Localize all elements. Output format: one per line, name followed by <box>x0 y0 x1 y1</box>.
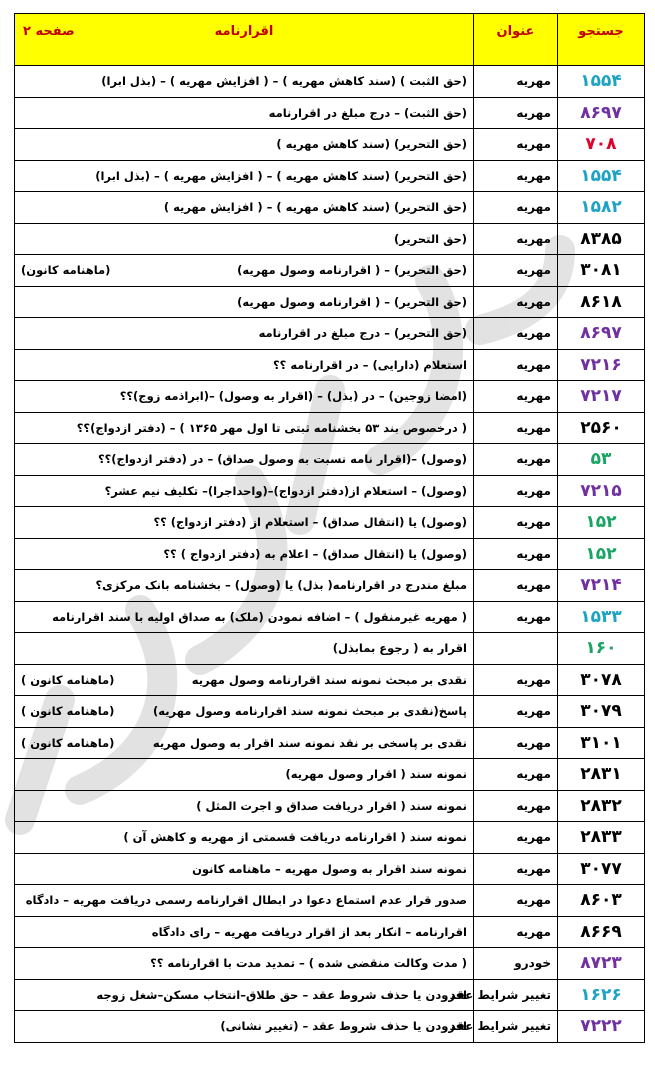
table-row <box>15 286 645 318</box>
row-number[interactable]: ۲۵۶۰ <box>558 412 645 444</box>
row-title: مهریه <box>474 160 558 192</box>
row-title: مهریه <box>474 853 558 885</box>
row-number[interactable]: ۸۷۲۳ <box>558 948 645 980</box>
row-description <box>15 696 474 728</box>
row-title: مهریه <box>474 129 558 161</box>
row-description <box>15 1011 474 1043</box>
row-description-text: (حق التحریر) – ( اقرارنامه وصول مهریه) <box>237 294 467 309</box>
row-number[interactable]: ۱۵۲ <box>558 538 645 570</box>
document-sheet <box>14 13 644 1043</box>
row-title: مهریه <box>474 381 558 413</box>
table-row <box>15 538 645 570</box>
table-row <box>15 475 645 507</box>
row-number[interactable]: ۷۲۱۷ <box>558 381 645 413</box>
row-description-text: اقرارنامه – انکار بعد از اقرار دریافت مهریه – رای دادگاه <box>151 924 467 939</box>
table-row <box>15 696 645 728</box>
table-row <box>15 255 645 287</box>
row-description <box>15 318 474 350</box>
row-title: مهریه <box>474 412 558 444</box>
row-description <box>15 412 474 444</box>
row-description-text: (حق الثبت ) (سند کاهش مهریه ) – ( افزایش مهریه ) – (بذل ابرا) <box>101 74 467 89</box>
row-number[interactable]: ۷۰۸ <box>558 129 645 161</box>
row-number[interactable]: ۱۵۳۳ <box>558 601 645 633</box>
row-source-note: (ماهنامه کانون ) <box>21 672 115 687</box>
row-description-text: نقدی بر پاسخی بر نقد نمونه سند اقرار به وصول مهریه <box>152 735 467 750</box>
table-row <box>15 601 645 633</box>
table-row <box>15 223 645 255</box>
row-number[interactable]: ۵۳ <box>558 444 645 476</box>
table-row <box>15 412 645 444</box>
row-description-text: نمونه سند اقرار به وصول مهریه – ماهنامه کانون <box>192 861 467 876</box>
header-document <box>15 14 474 66</box>
row-title: مهریه <box>474 318 558 350</box>
table-row <box>15 192 645 224</box>
table-row <box>15 507 645 539</box>
table-row <box>15 1011 645 1043</box>
table-row <box>15 129 645 161</box>
row-description-text: (حق التحریر) – درج مبلغ در اقرارنامه <box>258 326 467 341</box>
row-description <box>15 948 474 980</box>
row-title: مهریه <box>474 286 558 318</box>
row-number[interactable]: ۱۶۲۶ <box>558 979 645 1011</box>
table-row <box>15 853 645 885</box>
row-title: تغییر شرایط عقد <box>474 1011 558 1043</box>
row-description <box>15 727 474 759</box>
row-number[interactable]: ۸۶۹۷ <box>558 97 645 129</box>
row-description <box>15 822 474 854</box>
row-number[interactable]: ۱۵۸۲ <box>558 192 645 224</box>
row-number[interactable]: ۸۶۰۳ <box>558 885 645 917</box>
row-source-note: (ماهنامه کانون) <box>21 263 111 278</box>
row-description <box>15 223 474 255</box>
table-row <box>15 979 645 1011</box>
row-title: مهریه <box>474 538 558 570</box>
table-row <box>15 381 645 413</box>
row-number[interactable]: ۳۰۸۱ <box>558 255 645 287</box>
row-description-text: ( مهریه غیرمنقول ) – اضافه نمودن (ملک) به صداق اولیه با سند اقرارنامه <box>52 609 467 624</box>
row-description <box>15 790 474 822</box>
row-description-text: (حق التحریر) – ( اقرارنامه وصول مهریه) <box>237 263 467 278</box>
row-description-text: (حق التحریر) (سند کاهش مهریه ) <box>276 137 467 152</box>
row-title: خودرو <box>474 948 558 980</box>
row-description-text: افزودن یا حذف شروط عقد – حق طلاق–انتخاب مسکن–شغل زوجه <box>96 987 467 1002</box>
table-row <box>15 160 645 192</box>
row-number[interactable]: ۱۵۲ <box>558 507 645 539</box>
row-number[interactable]: ۷۲۱۴ <box>558 570 645 602</box>
row-title: مهریه <box>474 475 558 507</box>
table-row <box>15 318 645 350</box>
row-description <box>15 192 474 224</box>
table-row <box>15 727 645 759</box>
row-title: مهریه <box>474 696 558 728</box>
row-description <box>15 286 474 318</box>
row-title: مهریه <box>474 349 558 381</box>
row-description-text: نقدی بر مبحث نمونه سند اقرارنامه وصول مهریه <box>191 672 467 687</box>
row-number[interactable]: ۲۸۳۱ <box>558 759 645 791</box>
row-description <box>15 570 474 602</box>
row-title: مهریه <box>474 916 558 948</box>
row-description-text: افزودن یا حذف شروط عقد – (تغییر نشانی) <box>220 1019 467 1034</box>
header-row <box>15 14 645 66</box>
page-number: صفحه ۲ <box>23 24 75 39</box>
row-source-note: (ماهنامه کانون ) <box>21 735 115 750</box>
row-description <box>15 97 474 129</box>
row-number[interactable]: ۸۶۶۹ <box>558 916 645 948</box>
header-search: جستجو <box>558 14 645 66</box>
row-description-text: نمونه سند ( اقرارنامه دریافت قسمتی از مهریه و کاهش آن ) <box>123 830 467 845</box>
row-title: مهریه <box>474 255 558 287</box>
row-title: مهریه <box>474 885 558 917</box>
table-row <box>15 349 645 381</box>
row-description-text: (وصول) –(اقرار نامه نسبت به وصول صداق) – در (دفتر ازدواج)؟؟ <box>97 452 467 467</box>
row-title <box>474 633 558 665</box>
row-description <box>15 381 474 413</box>
row-title: مهریه <box>474 97 558 129</box>
table-row <box>15 759 645 791</box>
row-description-text: (حق التحریر) <box>393 231 467 246</box>
row-description <box>15 853 474 885</box>
row-number[interactable]: ۸۶۹۷ <box>558 318 645 350</box>
table-row <box>15 948 645 980</box>
row-description-text: مبلغ مندرج در اقرارنامه( بذل) یا (وصول) – بخشنامه بانک مرکزی؟ <box>95 578 467 593</box>
row-number[interactable]: ۷۲۱۶ <box>558 349 645 381</box>
row-description-text: ( درخصوص بند ۵۳ بخشنامه ثبتی تا اول مهر ۱۳۶۵ ) – (دفتر ازدواج)؟؟ <box>76 420 467 435</box>
row-description <box>15 160 474 192</box>
row-description <box>15 349 474 381</box>
table-row <box>15 664 645 696</box>
header-document-label: اقرارنامه <box>214 24 274 39</box>
row-description <box>15 601 474 633</box>
table-row <box>15 444 645 476</box>
row-description-text: نمونه سند ( اقرار دریافت صداق و اجرت المثل ) <box>196 798 467 813</box>
row-description-text: پاسخ(نقدی بر مبحث نمونه سند اقرارنامه وصول مهریه) <box>153 704 467 719</box>
row-title: مهریه <box>474 507 558 539</box>
row-number[interactable]: ۷۲۱۵ <box>558 475 645 507</box>
table-row <box>15 885 645 917</box>
header-title: عنوان <box>474 14 558 66</box>
row-description <box>15 66 474 98</box>
row-title: مهریه <box>474 727 558 759</box>
table-row <box>15 66 645 98</box>
row-number[interactable]: ۲۸۳۳ <box>558 822 645 854</box>
table-row <box>15 916 645 948</box>
row-description <box>15 507 474 539</box>
row-number[interactable]: ۱۵۵۴ <box>558 66 645 98</box>
row-title: مهریه <box>474 223 558 255</box>
row-description <box>15 538 474 570</box>
row-description <box>15 444 474 476</box>
row-description <box>15 979 474 1011</box>
row-number[interactable]: ۸۶۱۸ <box>558 286 645 318</box>
table-row <box>15 633 645 665</box>
row-title: مهریه <box>474 790 558 822</box>
row-number[interactable]: ۳۰۷۸ <box>558 664 645 696</box>
row-title: مهریه <box>474 66 558 98</box>
row-description-text: (وصول) یا (انتقال صداق) – اعلام به (دفتر ازدواج ) ؟؟ <box>163 546 467 561</box>
row-description-text: (وصول) – استعلام از(دفتر ازدواج)–(واحداجرا)– تکلیف نیم عشر؟ <box>104 483 467 498</box>
row-title: مهریه <box>474 444 558 476</box>
row-title: تغییر شرایط عقد <box>474 979 558 1011</box>
row-number[interactable]: ۱۵۵۴ <box>558 160 645 192</box>
row-description-text: (امضا زوجین) – در (بذل) – (اقرار به وصول) –(ابراذمه زوج)؟؟ <box>119 389 467 404</box>
row-title: مهریه <box>474 759 558 791</box>
row-description-text: استعلام (دارایی) – در اقرارنامه ؟؟ <box>272 357 467 372</box>
row-description <box>15 759 474 791</box>
table-row <box>15 570 645 602</box>
row-description <box>15 475 474 507</box>
row-title: مهریه <box>474 664 558 696</box>
row-title: مهریه <box>474 192 558 224</box>
row-description-text: نمونه سند ( اقرار وصول مهریه) <box>285 767 467 782</box>
row-title: مهریه <box>474 570 558 602</box>
row-description <box>15 129 474 161</box>
table-row <box>15 822 645 854</box>
row-source-note: (ماهنامه کانون ) <box>21 704 115 719</box>
row-description-text: (حق التحریر) (سند کاهش مهریه ) – ( افزایش مهریه ) <box>163 200 467 215</box>
row-number[interactable]: ۳۰۷۹ <box>558 696 645 728</box>
row-number[interactable]: ۲۸۳۲ <box>558 790 645 822</box>
row-description-text: صدور قرار عدم استماع دعوا در ابطال اقرارنامه رسمی دریافت مهریه – دادگاه <box>25 893 467 908</box>
row-number[interactable]: ۸۳۸۵ <box>558 223 645 255</box>
row-description <box>15 664 474 696</box>
row-description-text: (وصول) یا (انتقال صداق) – استعلام از (دفتر ازدواج) ؟؟ <box>153 515 467 530</box>
row-description-text: ( مدت وکالت منقضی شده ) – تمدید مدت با اقرارنامه ؟؟ <box>150 956 467 971</box>
row-number[interactable]: ۳۱۰۱ <box>558 727 645 759</box>
table-row <box>15 97 645 129</box>
row-description-text: اقرار به ( رجوع بمابذل) <box>332 641 467 656</box>
row-title: مهریه <box>474 822 558 854</box>
row-description <box>15 885 474 917</box>
row-number[interactable]: ۱۶۰ <box>558 633 645 665</box>
row-description <box>15 633 474 665</box>
table-row <box>15 790 645 822</box>
index-table <box>14 13 645 1043</box>
row-description-text: (حق الثبت) – درج مبلغ در اقرارنامه <box>268 105 467 120</box>
row-number[interactable]: ۳۰۷۷ <box>558 853 645 885</box>
row-description <box>15 916 474 948</box>
row-number[interactable]: ۷۲۲۲ <box>558 1011 645 1043</box>
row-description-text: (حق التحریر) (سند کاهش مهریه ) – ( افزایش مهریه ) – (بذل ابرا) <box>95 168 467 183</box>
row-description <box>15 255 474 287</box>
row-title: مهریه <box>474 601 558 633</box>
